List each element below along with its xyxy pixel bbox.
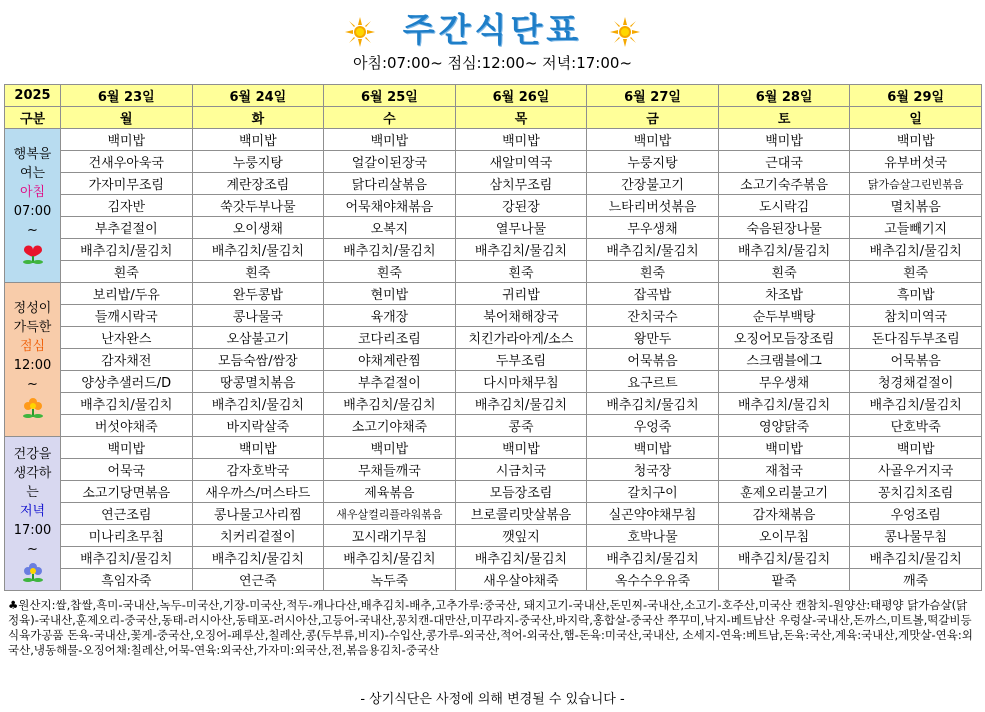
lunch-row	[5, 283, 982, 305]
menu-cell: 꼬시래기무침	[324, 525, 456, 547]
menu-cell: 새우살컬리플라워볶음	[324, 503, 456, 525]
lunch-row	[5, 327, 982, 349]
date-cell: 6월 24일	[192, 85, 324, 107]
menu-cell: 흰죽	[587, 261, 719, 283]
menu-cell: 소고기당면볶음	[61, 481, 193, 503]
menu-cell: 모듬장조림	[455, 481, 587, 503]
label-line: 아침	[19, 185, 46, 200]
date-cell: 6월 27일	[587, 85, 719, 107]
menu-cell: 배추김치/물김치	[61, 393, 193, 415]
menu-cell: 코다리조림	[324, 327, 456, 349]
menu-cell: 흑미밥	[850, 283, 982, 305]
menu-cell: 청국장	[587, 459, 719, 481]
breakfast-row	[5, 151, 982, 173]
menu-cell: 백미밥	[324, 129, 456, 151]
dinner-row	[5, 481, 982, 503]
dinner-label	[5, 437, 61, 591]
breakfast-label	[5, 129, 61, 283]
dinner-row	[5, 503, 982, 525]
menu-cell: 흰죽	[61, 261, 193, 283]
label-line: ~	[27, 377, 38, 392]
menu-cell: 배추김치/물김치	[324, 393, 456, 415]
menu-cell: 새알미역국	[455, 151, 587, 173]
label-line: 여는	[19, 166, 46, 181]
menu-cell: 깻잎지	[455, 525, 587, 547]
menu-cell: 우엉죽	[587, 415, 719, 437]
heart-flower-icon	[18, 242, 48, 266]
menu-cell: 닭가슴살그린빈볶음	[850, 173, 982, 195]
menu-cell: 버섯야채죽	[61, 415, 193, 437]
menu-cell: 백미밥	[192, 437, 324, 459]
menu-cell: 미나리초무침	[61, 525, 193, 547]
menu-cell: 현미밥	[324, 283, 456, 305]
menu-cell: 영양닭죽	[718, 415, 850, 437]
menu-cell: 김자반	[61, 195, 193, 217]
menu-cell: 훈제오리불고기	[718, 481, 850, 503]
label-line: ~	[27, 541, 38, 557]
menu-cell: 옥수수우유죽	[587, 569, 719, 591]
breakfast-row	[5, 195, 982, 217]
menu-cell: 배추김치/물김치	[192, 393, 324, 415]
menu-cell: 양상추샐러드/D	[61, 371, 193, 393]
menu-cell: 난자완스	[61, 327, 193, 349]
menu-cell: 잡곡밥	[587, 283, 719, 305]
label-line: 는	[26, 484, 39, 500]
menu-cell: 배추김치/물김치	[587, 239, 719, 261]
menu-cell: 보리밥/두유	[61, 283, 193, 305]
menu-cell: 백미밥	[587, 129, 719, 151]
menu-cell: 백미밥	[455, 129, 587, 151]
menu-cell: 두부조림	[455, 349, 587, 371]
menu-cell: 흰죽	[850, 261, 982, 283]
menu-cell: 왕만두	[587, 327, 719, 349]
label-line: 정성이	[13, 301, 52, 316]
menu-cell: 유부버섯국	[850, 151, 982, 173]
menu-cell: 콩나물국	[192, 305, 324, 327]
menu-cell: 오징어모듬장조림	[718, 327, 850, 349]
menu-cell: 근대국	[718, 151, 850, 173]
menu-cell: 백미밥	[587, 437, 719, 459]
date-cell: 6월 26일	[455, 85, 587, 107]
menu-cell: 오복지	[324, 217, 456, 239]
menu-cell: 우엉조림	[850, 503, 982, 525]
breakfast-row	[5, 261, 982, 283]
menu-cell: 깨죽	[850, 569, 982, 591]
menu-cell: 간장불고기	[587, 173, 719, 195]
menu-cell: 요구르트	[587, 371, 719, 393]
date-cell: 6월 23일	[61, 85, 193, 107]
sun-icon	[610, 17, 640, 47]
menu-cell: 바지락살죽	[192, 415, 324, 437]
menu-cell: 콩죽	[455, 415, 587, 437]
menu-cell: 오삼불고기	[192, 327, 324, 349]
date-row	[5, 85, 982, 107]
page-title: 주간식단표	[402, 10, 583, 49]
menu-cell: 청경채겉절이	[850, 371, 982, 393]
origin-notice: ♣원산지:쌀,찹쌀,흑미-국내산,녹두-미국산,기장-미국산,적두-캐나다산,배추김치-배추,고추가루:중국산, 돼지고기-국내산,돈민찌-국내산,소고기-호주산,미국산 캔참치-원양산:태평양 닭가슴살(닭정육)-국내산,훈제오리-중국산,동태-러시아산,동태포-러시아산,고등어-국내산,꽁치캔-대만산,미꾸라지-중국산,바지락,홍합살-중국산 쭈꾸미,낙지-베트남산 우렁살-국내산,돈까스,미트볼,떡갈비등 식육가공품 돈육-국내산,꽃게-중국산,오징어-페루산,칠레산,콩(두부류,비지)-수입산,콩가루-외국산,적어-외국산,햄-돈육:미국산,국내산, 소세지-연육:베트남,돈육:국산,계육:국내산,게맛살-연육:외국산,냉동해물-오징어채:칠레산,어묵-연육:외국산,가자미:외국산,전,볶음용김치-중국산	[8, 598, 973, 657]
menu-cell: 오이무침	[718, 525, 850, 547]
menu-cell: 스크램블에그	[718, 349, 850, 371]
menu-cell: 순두부백탕	[718, 305, 850, 327]
menu-cell: 백미밥	[718, 437, 850, 459]
menu-cell: 오이생채	[192, 217, 324, 239]
label-line: 행복을	[13, 147, 52, 162]
menu-cell: 돈다짐두부조림	[850, 327, 982, 349]
menu-cell: 배추김치/물김치	[61, 547, 193, 569]
label-line: 07:00	[13, 204, 52, 219]
menu-cell: 새우까스/머스타드	[192, 481, 324, 503]
meal-times: 아침:07:00~ 점심:12:00~ 저녁:17:00~	[352, 54, 633, 72]
label-line: 가득한	[13, 320, 52, 335]
dinner-row	[5, 437, 982, 459]
menu-cell: 배추김치/물김치	[850, 547, 982, 569]
menu-cell: 연근죽	[192, 569, 324, 591]
menu-cell: 꽁치김치조림	[850, 481, 982, 503]
day-cell: 월	[61, 107, 193, 129]
menu-cell: 배추김치/물김치	[850, 393, 982, 415]
menu-cell: 무채들깨국	[324, 459, 456, 481]
menu-cell: 갈치구이	[587, 481, 719, 503]
menu-cell: 감자채볶음	[718, 503, 850, 525]
menu-cell: 건새우아욱국	[61, 151, 193, 173]
menu-cell: 흰죽	[455, 261, 587, 283]
menu-cell: 배추김치/물김치	[587, 393, 719, 415]
menu-cell: 배추김치/물김치	[455, 547, 587, 569]
menu-cell: 가자미무조림	[61, 173, 193, 195]
menu-cell: 쑥갓두부나물	[192, 195, 324, 217]
menu-cell: 백미밥	[718, 129, 850, 151]
menu-cell: 제육볶음	[324, 481, 456, 503]
label-line: 저녁	[19, 503, 46, 519]
menu-cell: 배추김치/물김치	[455, 239, 587, 261]
menu-cell: 치킨가라아게/소스	[455, 327, 587, 349]
menu-cell: 삼치무조림	[455, 173, 587, 195]
dinner-row	[5, 547, 982, 569]
lunch-row	[5, 349, 982, 371]
menu-cell: 단호박죽	[850, 415, 982, 437]
menu-cell: 감자호박국	[192, 459, 324, 481]
menu-cell: 호박나물	[587, 525, 719, 547]
menu-cell: 도시락김	[718, 195, 850, 217]
menu-cell: 잔치국수	[587, 305, 719, 327]
day-row	[5, 107, 982, 129]
menu-table	[4, 84, 982, 591]
menu-cell: 브로콜리맛살볶음	[455, 503, 587, 525]
menu-cell: 백미밥	[850, 437, 982, 459]
menu-cell: 배추김치/물김치	[718, 393, 850, 415]
sun-icon	[345, 17, 375, 47]
menu-cell: 소고기숙주볶음	[718, 173, 850, 195]
menu-cell: 배추김치/물김치	[718, 239, 850, 261]
menu-cell: 흰죽	[324, 261, 456, 283]
date-cell: 6월 29일	[850, 85, 982, 107]
lunch-row	[5, 371, 982, 393]
label-line: ~	[27, 223, 38, 238]
menu-cell: 배추김치/물김치	[61, 239, 193, 261]
label-line: 17:00	[13, 522, 52, 538]
menu-cell: 북어채해장국	[455, 305, 587, 327]
menu-cell: 무우생채	[587, 217, 719, 239]
breakfast-row	[5, 173, 982, 195]
menu-cell: 콩나물고사리찜	[192, 503, 324, 525]
menu-cell: 배추김치/물김치	[324, 239, 456, 261]
menu-cell: 얼갈이된장국	[324, 151, 456, 173]
menu-cell: 치커리겉절이	[192, 525, 324, 547]
lunch-row	[5, 415, 982, 437]
day-cell: 목	[455, 107, 587, 129]
menu-cell: 부추겉절이	[61, 217, 193, 239]
menu-cell: 팥죽	[718, 569, 850, 591]
section-label: 구분	[5, 107, 61, 129]
day-cell: 화	[192, 107, 324, 129]
menu-cell: 무우생채	[718, 371, 850, 393]
label-line: 12:00	[13, 358, 52, 373]
menu-cell: 고들빼기지	[850, 217, 982, 239]
year-cell: 2025	[5, 85, 61, 107]
label-line: 건강을	[13, 446, 52, 462]
menu-cell: 연근조림	[61, 503, 193, 525]
day-cell: 수	[324, 107, 456, 129]
menu-cell: 사골우거지국	[850, 459, 982, 481]
blue-flower-icon	[18, 561, 48, 583]
menu-cell: 계란장조림	[192, 173, 324, 195]
menu-cell: 완두콩밥	[192, 283, 324, 305]
menu-cell: 들깨시락국	[61, 305, 193, 327]
menu-cell: 배추김치/물김치	[587, 547, 719, 569]
menu-cell: 백미밥	[455, 437, 587, 459]
menu-cell: 어묵채야채볶음	[324, 195, 456, 217]
dinner-row	[5, 525, 982, 547]
day-cell: 일	[850, 107, 982, 129]
lunch-row	[5, 393, 982, 415]
menu-cell: 감자채전	[61, 349, 193, 371]
menu-cell: 새우살야채죽	[455, 569, 587, 591]
menu-cell: 백미밥	[61, 437, 193, 459]
lunch-label	[5, 283, 61, 437]
menu-cell: 콩나물무침	[850, 525, 982, 547]
menu-cell: 다시마채무침	[455, 371, 587, 393]
menu-cell: 백미밥	[192, 129, 324, 151]
menu-cell: 누룽지탕	[587, 151, 719, 173]
menu-cell: 부추겉절이	[324, 371, 456, 393]
menu-cell: 모듬숙쌈/쌈장	[192, 349, 324, 371]
menu-cell: 어묵볶음	[850, 349, 982, 371]
menu-cell: 어묵국	[61, 459, 193, 481]
menu-cell: 배추김치/물김치	[192, 547, 324, 569]
menu-cell: 백미밥	[850, 129, 982, 151]
date-cell: 6월 25일	[324, 85, 456, 107]
menu-cell: 땅콩멸치볶음	[192, 371, 324, 393]
page-title-row	[0, 4, 985, 51]
menu-cell: 멸치볶음	[850, 195, 982, 217]
menu-cell: 열무나물	[455, 217, 587, 239]
menu-cell: 야채계란찜	[324, 349, 456, 371]
menu-cell: 누룽지탕	[192, 151, 324, 173]
menu-cell: 백미밥	[61, 129, 193, 151]
menu-cell: 흰죽	[192, 261, 324, 283]
menu-cell: 배추김치/물김치	[324, 547, 456, 569]
menu-cell: 어묵볶음	[587, 349, 719, 371]
menu-cell: 소고기야채죽	[324, 415, 456, 437]
menu-cell: 배추김치/물김치	[718, 547, 850, 569]
menu-cell: 백미밥	[324, 437, 456, 459]
menu-cell: 귀리밥	[455, 283, 587, 305]
day-cell: 금	[587, 107, 719, 129]
menu-cell: 숙음된장나물	[718, 217, 850, 239]
menu-cell: 녹두죽	[324, 569, 456, 591]
breakfast-row	[5, 239, 982, 261]
orange-flower-icon	[18, 396, 48, 420]
menu-cell: 느타리버섯볶음	[587, 195, 719, 217]
menu-cell: 흑임자죽	[61, 569, 193, 591]
date-cell: 6월 28일	[718, 85, 850, 107]
menu-cell: 배추김치/물김치	[850, 239, 982, 261]
breakfast-row	[5, 129, 982, 151]
lunch-row	[5, 305, 982, 327]
breakfast-row	[5, 217, 982, 239]
menu-cell: 배추김치/물김치	[455, 393, 587, 415]
label-line: 점심	[19, 339, 46, 354]
menu-cell: 참치미역국	[850, 305, 982, 327]
menu-cell: 육개장	[324, 305, 456, 327]
label-line: 생각하	[13, 465, 52, 481]
menu-cell: 배추김치/물김치	[192, 239, 324, 261]
title-area	[0, 0, 985, 80]
menu-cell: 실곤약야채무침	[587, 503, 719, 525]
menu-cell: 닭다리살볶음	[324, 173, 456, 195]
menu-cell: 시금치국	[455, 459, 587, 481]
menu-cell: 재첩국	[718, 459, 850, 481]
menu-cell: 차조밥	[718, 283, 850, 305]
dinner-row	[5, 459, 982, 481]
menu-cell: 흰죽	[718, 261, 850, 283]
day-cell: 토	[718, 107, 850, 129]
footer-notice: - 상기식단은 사정에 의해 변경될 수 있습니다 -	[360, 692, 625, 707]
menu-cell: 강된장	[455, 195, 587, 217]
dinner-row	[5, 569, 982, 591]
